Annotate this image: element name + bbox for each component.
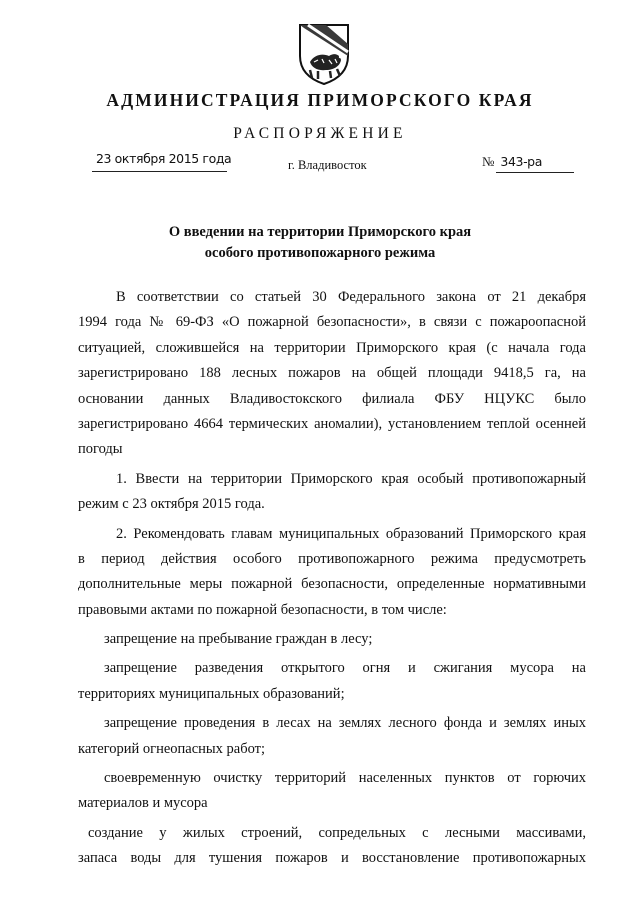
text-line: запрещение проведения в лесах на землях лесного фонда и землях иных bbox=[104, 715, 586, 732]
text-line: своевременную очистку территорий населенных пунктов от горючих bbox=[104, 770, 586, 787]
text-line: категорий огнеопасных работ; bbox=[78, 740, 266, 757]
coat-of-arms-icon bbox=[296, 22, 352, 86]
document-number bbox=[482, 154, 542, 170]
text-line: запаса воды для тушения пожаров и восстановление противопожарных bbox=[78, 850, 586, 867]
text-line: 1. Ввести на территории Приморского края особый противопожарный bbox=[116, 470, 586, 487]
number-underline bbox=[496, 172, 574, 173]
number-sign: № bbox=[482, 154, 495, 169]
measure-item bbox=[78, 656, 586, 707]
paragraph-item-1 bbox=[78, 467, 586, 518]
text-line: ситуацией, сложившейся на территории Приморского края (с начала года bbox=[78, 339, 586, 356]
text-line: запрещение на пребывание граждан в лесу; bbox=[104, 631, 373, 648]
text-line: запрещение разведения открытого огня и сжигания мусора на bbox=[104, 660, 586, 677]
text-line: зарегистрировано 188 лесных пожаров на общей площади 9418,5 га, на bbox=[78, 365, 586, 382]
text-line: 1994 года № 69-ФЗ «О пожарной безопасности», в связи с пожароопасной bbox=[78, 314, 586, 331]
text-line: создание у жилых строений, сопредельных с лесными массивами, bbox=[88, 824, 586, 841]
measure-item bbox=[78, 821, 586, 872]
measure-item bbox=[78, 711, 586, 762]
text-line: основании данных Владивостокского филиала ФБУ НЦУКС было bbox=[78, 390, 586, 407]
text-line: в период действия особого противопожарного режима предусмотреть bbox=[78, 550, 586, 567]
measure-item bbox=[78, 766, 586, 817]
text-line: 2. Рекомендовать главам муниципальных образований Приморского края bbox=[116, 525, 586, 542]
text-line: режим с 23 октября 2015 года. bbox=[78, 496, 265, 513]
text-line: территориях муниципальных образований; bbox=[78, 685, 345, 702]
text-line: дополнительные меры пожарной безопасности, определенные нормативными bbox=[78, 576, 586, 593]
organization-name: АДМИНИСТРАЦИЯ ПРИМОРСКОГО КРАЯ bbox=[106, 90, 534, 110]
document-city: г. Владивосток bbox=[288, 158, 367, 172]
measure-item bbox=[78, 627, 586, 652]
document-title bbox=[0, 222, 640, 264]
document-body bbox=[78, 285, 586, 872]
document-type: РАСПОРЯЖЕНИЕ bbox=[233, 125, 407, 142]
text-line: зарегистрировано 4664 термических аномалии), установлением теплой осенней bbox=[78, 415, 586, 432]
text-line: В соответствии со статьей 30 Федерального закона от 21 декабря bbox=[116, 289, 586, 305]
number-value: 343-ра bbox=[500, 154, 542, 169]
text-line: материалов и мусора bbox=[78, 795, 208, 812]
paragraph-preamble bbox=[78, 285, 586, 463]
document-date: 23 октября 2015 года bbox=[96, 151, 232, 166]
date-underline bbox=[92, 171, 227, 172]
title-line: особого противопожарного режима bbox=[204, 245, 436, 261]
text-line: правовыми актами по пожарной безопасности, в том числе: bbox=[78, 601, 447, 618]
text-line: погоды bbox=[78, 441, 123, 458]
paragraph-item-2 bbox=[78, 522, 586, 624]
title-line: О введении на территории Приморского края bbox=[168, 224, 472, 240]
